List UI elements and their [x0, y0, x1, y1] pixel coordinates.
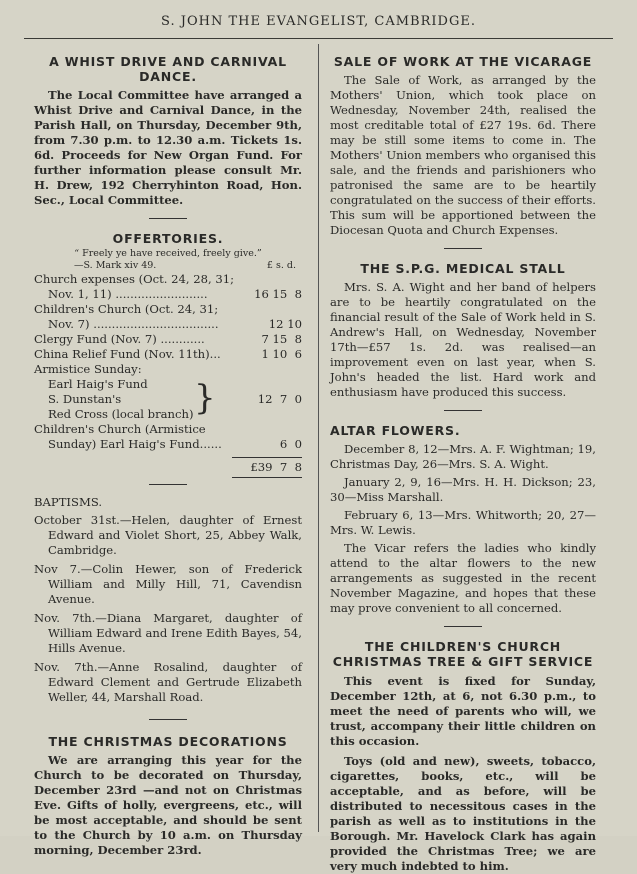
altar-flowers-title: ALTAR FLOWERS.: [330, 423, 461, 438]
offertory-row: [34, 347, 302, 362]
brace-glyph: }: [194, 378, 216, 418]
childrens-tree-para-1: This event is fixed for Sunday, December 12th, at 6, not 6.30 p.m., to meet the need of parents who will, we trust, accompany their little children on this occasion.: [330, 674, 596, 748]
armistice-item: S. Dunstan's: [48, 392, 122, 406]
altar-line: February 6, 13—Mrs. Whitworth; 20, 27—Mrs. W. Lewis.: [330, 508, 596, 537]
christmas-decorations-section: [34, 734, 302, 858]
baptism-entry: Nov. 7th.—Diana Margaret, daughter of William Edward and Irene Edith Bayes, 54, Hills Avenue.: [34, 611, 302, 655]
whist-body: The Local Committee have arranged a Whist Drive and Carnival Dance, in the Parish Hall, on Thursday, December 9th, from 7.30 p.m. to 12.30 a.m. Tickets 1s. 6d. Proceeds for New Organ Fund. For further information please consult Mr. H. Drew, 192 Cherryhinton Road, Hon. Sec., Local Committee.: [34, 88, 302, 207]
armistice-amount: 12 7 0: [257, 392, 302, 406]
altar-flowers-section: [330, 423, 596, 616]
armistice-block: [34, 362, 302, 422]
separator: [444, 248, 482, 249]
offertories-quote: “ Freely ye have received, freely give.”: [74, 248, 262, 259]
childrens-tree-title-1: THE CHILDREN'S CHURCH: [364, 639, 562, 654]
offertory-amount: 7 15 8: [261, 332, 302, 346]
childrens-tree-section: [330, 639, 596, 874]
right-column: [330, 52, 596, 874]
childrens-label: Children's Church (Armistice: [34, 422, 206, 436]
baptism-entry: Nov. 7th.—Anne Rosalind, daughter of Edward Clement and Gertrude Elizabeth Weller, 44, Marshall Road.: [34, 660, 302, 704]
offertory-row: [34, 302, 302, 332]
separator: [444, 410, 482, 411]
separator: [149, 484, 187, 485]
offertory-row: [34, 332, 302, 347]
christmas-decorations-body: We are arranging this year for the Church to be decorated on Thursday, December 23rd —and not on Christmas Eve. Gifts of holly, evergreens, etc., will be most acceptable, and should be sent to the Church by 10 a.m. on Thursday morning, December 23rd.: [34, 753, 302, 857]
altar-note: The Vicar refers the ladies who kindly attend to the altar flowers to the new arrangements as suggested in the recent November Magazine, and hopes that these may prove convenient to all concerned.: [330, 541, 596, 615]
offertory-label-cont: Nov. 7) ..................................: [48, 317, 219, 331]
sale-of-work-title: SALE OF WORK AT THE VICARAGE: [333, 54, 593, 69]
offertory-amount: 12 10: [268, 317, 302, 331]
separator: [149, 719, 187, 720]
total-row: [34, 460, 302, 475]
altar-line: December 8, 12—Mrs. A. F. Wightman; 19, Christmas Day, 26—Mrs. S. A. Wight.: [330, 442, 596, 471]
baptism-entry: Nov 7.—Colin Hewer, son of Frederick William and Milly Hill, 71, Cavendisn Avenue.: [34, 562, 302, 606]
offertories-source-row: [34, 260, 302, 272]
offertory-label: Clergy Fund (Nov. 7) ............: [34, 332, 205, 346]
left-column: [34, 52, 302, 858]
offertory-label-cont: Nov. 1, 11) .........................: [48, 287, 208, 301]
offertory-label: China Relief Fund (Nov. 11th)...: [34, 347, 221, 361]
sale-of-work-body: The Sale of Work, as arranged by the Mothers' Union, which took place on Wednesday, November 24th, realised the most creditable total of £27 19s. 6d. There may be still some items to come in. The Mothers' Union members who organised this sale, and the friends and parishioners who patronised the same are to be heartily congratulated on the success of their efforts. This sum will be apportioned between the Diocesan Quota and Church Expenses.: [330, 73, 596, 237]
childrens-tree-para-2: Toys (old and new), sweets, tobacco, cigarettes, books, etc., will be acceptable, and as before, will be distributed to necessitous cases in the parish as well as to institutions in the Borough. Mr. Havelock Clark has again provided the Christmas Tree; we are very much indebted to him.: [330, 754, 596, 873]
separator: [149, 218, 187, 219]
whist-title-1: A WHIST DRIVE AND CARNIVAL: [49, 54, 287, 69]
childrens-tree-title-2: CHRISTMAS TREE & GIFT SERVICE: [332, 654, 594, 669]
quote-source: —S. Mark xiv 49.: [74, 260, 157, 271]
baptisms-section: [34, 495, 302, 705]
childrens-label-cont: Sunday) Earl Haig's Fund......: [48, 437, 222, 451]
christmas-decorations-title: THE CHRISTMAS DECORATIONS: [48, 734, 288, 749]
page-header: S. JOHN THE EVANGELIST, CAMBRIDGE.: [161, 14, 476, 29]
column-divider: [318, 44, 319, 832]
total-rule: [232, 457, 302, 458]
offertory-amount: 1 10 6: [261, 347, 302, 361]
offertory-label: Children's Church (Oct. 24, 31;: [34, 302, 219, 316]
separator: [444, 626, 482, 627]
armistice-label: Armistice Sunday:: [34, 362, 142, 376]
baptisms-title: BAPTISMS.: [34, 495, 103, 509]
offertories-title: OFFERTORIES.: [112, 231, 224, 246]
whist-drive-section: [34, 54, 302, 208]
spg-title: THE S.P.G. MEDICAL STALL: [360, 261, 566, 276]
whist-title-2: DANCE.: [139, 69, 197, 84]
offertories-total: £39 7 8: [250, 460, 302, 474]
offertory-row: [34, 272, 302, 302]
spg-body: Mrs. S. A. Wight and her band of helpers are to be heartily congratulated on the financial result of the Sale of Work held in S. Andrew's Hall, on Wednesday, November 17th—£57 1s. 2d. was realised—an improvement even on last year, when S. John's headed the list. Hard work and enthusiasm have produced this success.: [330, 280, 596, 399]
total-rule-bottom: [232, 477, 302, 478]
altar-line: January 2, 9, 16—Mrs. H. H. Dickson; 23, 30—Miss Marshall.: [330, 475, 596, 504]
currency-header: £ s. d.: [266, 260, 296, 271]
offertories-section: [34, 231, 302, 478]
offertory-row: [34, 422, 302, 452]
offertory-label: Church expenses (Oct. 24, 28, 31;: [34, 272, 235, 286]
armistice-item: Earl Haig's Fund: [48, 377, 148, 391]
offertory-amount: 16 15 8: [254, 287, 302, 301]
armistice-item: Red Cross (local branch): [48, 407, 194, 421]
spg-section: [330, 261, 596, 400]
childrens-amount: 6 0: [279, 437, 302, 451]
header-rule: [24, 38, 613, 39]
baptism-entry: October 31st.—Helen, daughter of Ernest Edward and Violet Short, 25, Abbey Walk, Cambridge.: [34, 513, 302, 557]
sale-of-work-section: [330, 54, 596, 238]
